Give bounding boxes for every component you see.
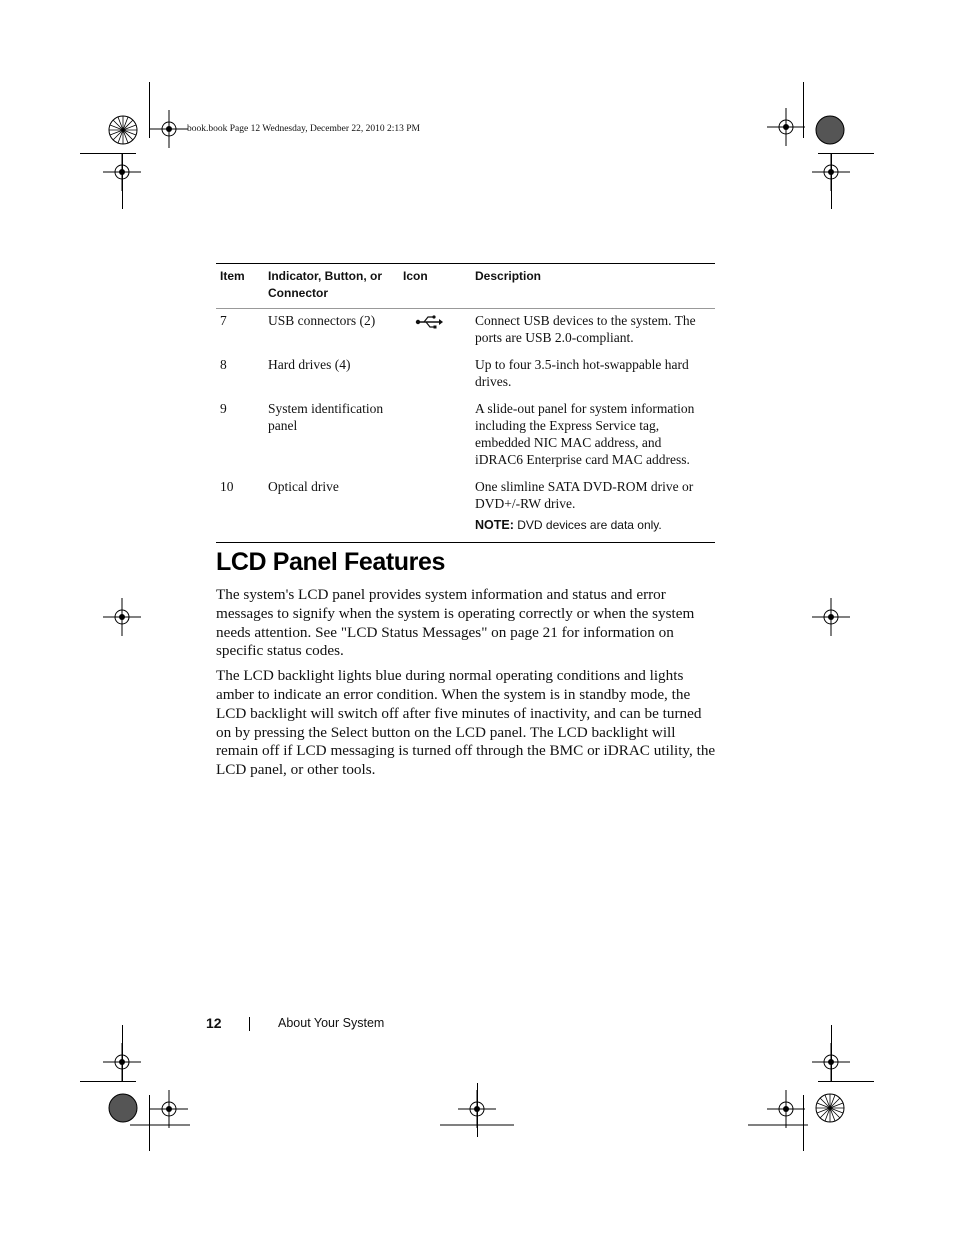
footer-chapter-label: About Your System <box>278 1016 385 1030</box>
cell-icon <box>399 476 471 543</box>
gray-calibration-disc-icon <box>815 115 845 145</box>
table-header-row <box>216 264 715 309</box>
cell-icon <box>399 354 471 398</box>
cell-icon <box>399 398 471 476</box>
table-row <box>216 398 715 476</box>
registration-target-icon <box>150 110 188 148</box>
cell-name: Hard drives (4) <box>268 357 351 372</box>
section-title: LCD Panel Features <box>216 548 445 576</box>
cell-item: 9 <box>220 401 227 416</box>
note-text: DVD devices are data only. <box>517 518 662 532</box>
crop-line <box>477 1083 478 1137</box>
page-number: 12 <box>206 1015 222 1031</box>
registration-target-icon <box>767 108 805 146</box>
usb-icon <box>415 314 443 330</box>
section-body <box>216 586 716 786</box>
cell-icon <box>399 309 471 355</box>
cell-name: Optical drive <box>268 479 339 494</box>
registration-target-icon <box>103 153 141 191</box>
starburst-calibration-icon <box>815 1093 845 1123</box>
registration-bar-icon <box>748 1115 808 1135</box>
cell-description: Connect USB devices to the system. The ports are USB 2.0-compliant. <box>475 313 696 345</box>
table-row <box>216 309 715 355</box>
footer-separator <box>249 1017 250 1031</box>
registration-target-icon <box>812 153 850 191</box>
header-item: Item <box>216 264 264 309</box>
registration-target-icon <box>103 1043 141 1081</box>
body-paragraph: The system's LCD panel provides system information and status and error messages to signify when the system is operating correctly or when the system needs attention. See "LCD Status Messages" on page 21 for information on specific status codes. <box>216 586 695 660</box>
registration-bar-icon <box>130 1115 190 1135</box>
starburst-calibration-icon <box>108 115 138 145</box>
cell-description: Up to four 3.5-inch hot-swappable hard drives. <box>475 357 689 389</box>
table-row <box>216 476 715 543</box>
registration-target-icon <box>103 598 141 636</box>
print-header-note: book.book Page 12 Wednesday, December 22, 2010 2:13 PM <box>187 124 421 134</box>
note <box>475 517 711 534</box>
cell-name: System identification panel <box>268 401 384 433</box>
cell-item: 8 <box>220 357 227 372</box>
description-text: One slimline SATA DVD-ROM drive or DVD+/-RW drive. <box>475 479 694 511</box>
note-label: NOTE: <box>475 518 514 532</box>
cell-name: USB connectors (2) <box>268 313 376 328</box>
header-indicator: Indicator, Button, or Connector <box>264 264 399 309</box>
header-description: Description <box>471 264 715 309</box>
connector-table <box>216 263 715 543</box>
cell-description: A slide-out panel for system information including the Express Service tag, embedded NIC MAC address, and iDRAC6 Enterprise card MAC address. <box>475 401 695 467</box>
crop-line <box>80 1081 136 1082</box>
cell-item: 7 <box>220 313 227 328</box>
registration-target-icon <box>812 1043 850 1081</box>
page-footer <box>0 1015 954 1035</box>
crop-line <box>818 1081 874 1082</box>
header-icon: Icon <box>399 264 471 309</box>
body-paragraph: The LCD backlight lights blue during normal operating conditions and lights amber to indicate an error condition. When the system is in standby mode, the LCD backlight will switch off after five minutes of inactivity, and can be turned on by pressing the Select button on the LCD panel. The LCD backlight will remain off if LCD messaging is turned off through the BMC or iDRAC utility, the LCD panel, or other tools. <box>216 667 716 779</box>
registration-target-icon <box>812 598 850 636</box>
table-row <box>216 354 715 398</box>
gray-calibration-disc-icon <box>108 1093 138 1123</box>
cell-description <box>471 476 715 543</box>
cell-item: 10 <box>220 479 234 494</box>
